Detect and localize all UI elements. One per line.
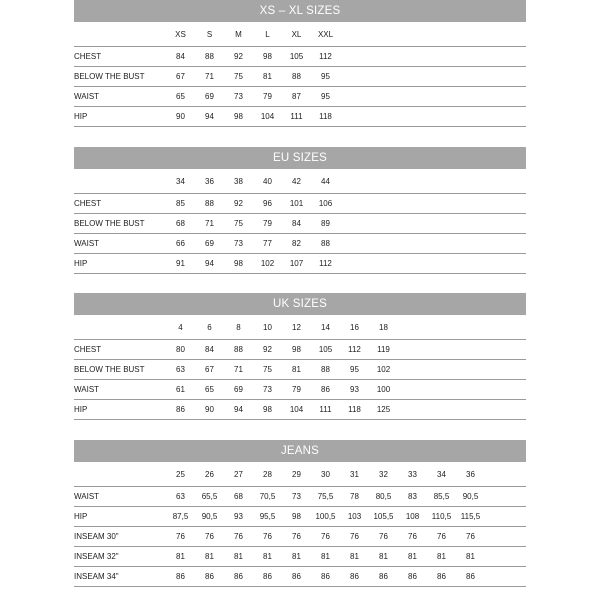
column-header: 27 — [234, 469, 243, 479]
table-cell: 111 — [311, 400, 340, 420]
section-title: EU SIZES — [74, 147, 526, 169]
column-header: 16 — [350, 322, 359, 332]
table-cell: 82 — [282, 234, 311, 254]
table-cell: 98 — [224, 107, 253, 127]
table-header-row — [74, 169, 526, 194]
table-cell: 76 — [253, 527, 282, 547]
table-cell: 81 — [282, 547, 311, 567]
table-cell: 112 — [311, 254, 340, 274]
table-row — [74, 507, 526, 527]
table-cell: 86 — [166, 567, 195, 587]
table-cell: 98 — [282, 507, 311, 527]
table-row — [74, 547, 526, 567]
row-label: WAIST — [74, 487, 166, 507]
size-section-eu — [74, 147, 526, 274]
table-cell: 75,5 — [311, 487, 340, 507]
table-cell: 75 — [253, 360, 282, 380]
table-cell: 96 — [253, 194, 282, 214]
column-header: 33 — [408, 469, 417, 479]
table-cell: 81 — [456, 547, 485, 567]
table-cell: 86 — [369, 567, 398, 587]
table-cell: 89 — [311, 214, 340, 234]
table-cell: 98 — [253, 400, 282, 420]
row-label: BELOW THE BUST — [74, 360, 166, 380]
table-cell: 94 — [195, 254, 224, 274]
table-cell: 81 — [195, 547, 224, 567]
table-cell: 88 — [195, 194, 224, 214]
column-header: 14 — [321, 322, 330, 332]
column-header: 8 — [236, 322, 241, 332]
table-row — [74, 47, 526, 67]
table-cell: 90 — [166, 107, 195, 127]
table-cell: 103 — [340, 507, 369, 527]
table-cell: 88 — [195, 47, 224, 67]
table-header-row — [74, 315, 526, 340]
table-row — [74, 487, 526, 507]
table-cell: 125 — [369, 400, 398, 420]
table-cell: 78 — [340, 487, 369, 507]
table-cell: 73 — [282, 487, 311, 507]
table-cell: 105 — [282, 47, 311, 67]
table-cell: 93 — [340, 380, 369, 400]
table-cell: 85,5 — [427, 487, 456, 507]
table-cell: 83 — [398, 487, 427, 507]
table-cell: 86 — [224, 567, 253, 587]
column-header: 26 — [205, 469, 214, 479]
table-cell: 86 — [282, 567, 311, 587]
table-cell: 86 — [340, 567, 369, 587]
table-cell: 108 — [398, 507, 427, 527]
column-header: 31 — [350, 469, 359, 479]
table-cell: 102 — [253, 254, 282, 274]
table-cell: 73 — [224, 87, 253, 107]
table-row — [74, 107, 526, 127]
table-cell: 95,5 — [253, 507, 282, 527]
column-header: XXL — [317, 29, 334, 39]
table-cell: 88 — [282, 67, 311, 87]
section-title: UK SIZES — [74, 293, 526, 315]
table-cell: 84 — [166, 47, 195, 67]
table-cell: 86 — [456, 567, 485, 587]
table-cell: 80 — [166, 340, 195, 360]
table-row — [74, 527, 526, 547]
table-cell: 76 — [282, 527, 311, 547]
table-row — [74, 254, 526, 274]
table-cell: 86 — [311, 567, 340, 587]
table-cell: 112 — [340, 340, 369, 360]
table-cell: 86 — [166, 400, 195, 420]
size-table — [74, 462, 526, 587]
column-header: 18 — [379, 322, 388, 332]
table-row — [74, 400, 526, 420]
table-cell: 104 — [282, 400, 311, 420]
table-row — [74, 380, 526, 400]
table-row — [74, 360, 526, 380]
table-cell: 94 — [224, 400, 253, 420]
table-cell: 73 — [224, 234, 253, 254]
column-header: 29 — [292, 469, 301, 479]
row-label: CHEST — [74, 47, 166, 67]
column-header: 25 — [176, 469, 185, 479]
table-cell: 71 — [224, 360, 253, 380]
table-cell: 76 — [369, 527, 398, 547]
table-cell: 65 — [166, 87, 195, 107]
table-row — [74, 87, 526, 107]
table-cell: 85 — [166, 194, 195, 214]
table-cell: 90 — [195, 400, 224, 420]
row-label: INSEAM 30" — [74, 527, 166, 547]
column-header: 4 — [178, 322, 183, 332]
table-cell: 65 — [195, 380, 224, 400]
section-title: XS – XL SIZES — [74, 0, 526, 22]
size-table — [74, 22, 526, 127]
table-header-row — [74, 462, 526, 487]
table-cell: 75 — [224, 67, 253, 87]
table-cell: 86 — [427, 567, 456, 587]
size-section-xs-xl — [74, 0, 526, 127]
row-label: INSEAM 32" — [74, 547, 166, 567]
column-header: M — [235, 29, 242, 39]
column-header: 30 — [321, 469, 330, 479]
table-cell: 111 — [282, 107, 311, 127]
table-cell: 86 — [398, 567, 427, 587]
table-row — [74, 567, 526, 587]
table-cell: 81 — [398, 547, 427, 567]
column-header: 44 — [321, 176, 330, 186]
table-cell: 70,5 — [253, 487, 282, 507]
row-label: WAIST — [74, 87, 166, 107]
table-cell: 90,5 — [456, 487, 485, 507]
table-cell: 76 — [195, 527, 224, 547]
table-cell: 79 — [253, 87, 282, 107]
table-cell: 63 — [166, 360, 195, 380]
column-header: 42 — [292, 176, 301, 186]
table-cell: 86 — [311, 380, 340, 400]
table-cell: 80,5 — [369, 487, 398, 507]
table-cell: 98 — [282, 340, 311, 360]
table-cell: 87 — [282, 87, 311, 107]
column-header: 32 — [379, 469, 388, 479]
table-cell: 98 — [253, 47, 282, 67]
column-header: S — [206, 29, 213, 39]
column-header: 12 — [292, 322, 301, 332]
table-cell: 76 — [340, 527, 369, 547]
column-header: 38 — [234, 176, 243, 186]
table-cell: 81 — [311, 547, 340, 567]
column-header: 40 — [263, 176, 272, 186]
size-section-jeans — [74, 440, 526, 587]
row-label: HIP — [74, 107, 166, 127]
table-cell: 71 — [195, 67, 224, 87]
row-label: HIP — [74, 254, 166, 274]
table-cell: 68 — [224, 487, 253, 507]
table-cell: 65,5 — [195, 487, 224, 507]
table-cell: 81 — [369, 547, 398, 567]
table-row — [74, 340, 526, 360]
column-header: XS — [175, 29, 186, 39]
table-row — [74, 234, 526, 254]
table-cell: 84 — [282, 214, 311, 234]
row-label: CHEST — [74, 340, 166, 360]
size-table — [74, 315, 526, 420]
table-cell: 112 — [311, 47, 340, 67]
section-title: JEANS — [74, 440, 526, 462]
table-cell: 76 — [398, 527, 427, 547]
table-cell: 69 — [195, 87, 224, 107]
table-cell: 104 — [253, 107, 282, 127]
table-cell: 66 — [166, 234, 195, 254]
row-label: CHEST — [74, 194, 166, 214]
table-cell: 92 — [224, 47, 253, 67]
table-cell: 81 — [166, 547, 195, 567]
table-cell: 105,5 — [369, 507, 398, 527]
table-cell: 76 — [456, 527, 485, 547]
table-cell: 118 — [340, 400, 369, 420]
column-header: L — [265, 29, 270, 39]
table-cell: 81 — [340, 547, 369, 567]
column-header: 36 — [466, 469, 475, 479]
table-cell: 102 — [369, 360, 398, 380]
row-label: HIP — [74, 400, 166, 420]
table-cell: 79 — [253, 214, 282, 234]
table-row — [74, 214, 526, 234]
table-cell: 75 — [224, 214, 253, 234]
table-cell: 69 — [195, 234, 224, 254]
table-cell: 94 — [195, 107, 224, 127]
table-cell: 67 — [195, 360, 224, 380]
size-table — [74, 169, 526, 274]
table-row — [74, 67, 526, 87]
table-cell: 68 — [166, 214, 195, 234]
table-cell: 115,5 — [456, 507, 485, 527]
table-cell: 92 — [253, 340, 282, 360]
row-label: BELOW THE BUST — [74, 67, 166, 87]
size-section-uk — [74, 293, 526, 420]
table-cell: 118 — [311, 107, 340, 127]
table-row — [74, 194, 526, 214]
table-cell: 100,5 — [311, 507, 340, 527]
table-cell: 69 — [224, 380, 253, 400]
table-cell: 88 — [311, 234, 340, 254]
table-cell: 84 — [195, 340, 224, 360]
table-cell: 81 — [427, 547, 456, 567]
table-cell: 107 — [282, 254, 311, 274]
table-cell: 76 — [166, 527, 195, 547]
table-cell: 91 — [166, 254, 195, 274]
table-cell: 76 — [427, 527, 456, 547]
row-label: INSEAM 34" — [74, 567, 166, 587]
row-label: WAIST — [74, 380, 166, 400]
column-header: 36 — [205, 176, 214, 186]
table-cell: 87,5 — [166, 507, 195, 527]
table-cell: 95 — [311, 67, 340, 87]
table-cell: 90,5 — [195, 507, 224, 527]
column-header: 6 — [207, 322, 212, 332]
table-cell: 88 — [311, 360, 340, 380]
table-cell: 81 — [253, 547, 282, 567]
table-cell: 76 — [224, 527, 253, 547]
row-label: WAIST — [74, 234, 166, 254]
table-cell: 101 — [282, 194, 311, 214]
table-cell: 100 — [369, 380, 398, 400]
table-cell: 81 — [224, 547, 253, 567]
table-cell: 81 — [253, 67, 282, 87]
table-cell: 67 — [166, 67, 195, 87]
row-label: BELOW THE BUST — [74, 214, 166, 234]
table-cell: 71 — [195, 214, 224, 234]
table-cell: 73 — [253, 380, 282, 400]
table-cell: 110,5 — [427, 507, 456, 527]
row-label: HIP — [74, 507, 166, 527]
table-cell: 119 — [369, 340, 398, 360]
table-cell: 86 — [195, 567, 224, 587]
table-cell: 93 — [224, 507, 253, 527]
table-cell: 77 — [253, 234, 282, 254]
table-cell: 95 — [311, 87, 340, 107]
column-header: XL — [291, 29, 302, 39]
table-cell: 81 — [282, 360, 311, 380]
table-cell: 79 — [282, 380, 311, 400]
table-cell: 92 — [224, 194, 253, 214]
table-header-row — [74, 22, 526, 47]
table-cell: 88 — [224, 340, 253, 360]
table-cell: 76 — [311, 527, 340, 547]
column-header: 10 — [263, 322, 272, 332]
table-cell: 95 — [340, 360, 369, 380]
table-cell: 105 — [311, 340, 340, 360]
column-header: 34 — [437, 469, 446, 479]
table-cell: 106 — [311, 194, 340, 214]
table-cell: 61 — [166, 380, 195, 400]
table-cell: 63 — [166, 487, 195, 507]
table-cell: 98 — [224, 254, 253, 274]
column-header: 34 — [176, 176, 185, 186]
column-header: 28 — [263, 469, 272, 479]
table-cell: 86 — [253, 567, 282, 587]
